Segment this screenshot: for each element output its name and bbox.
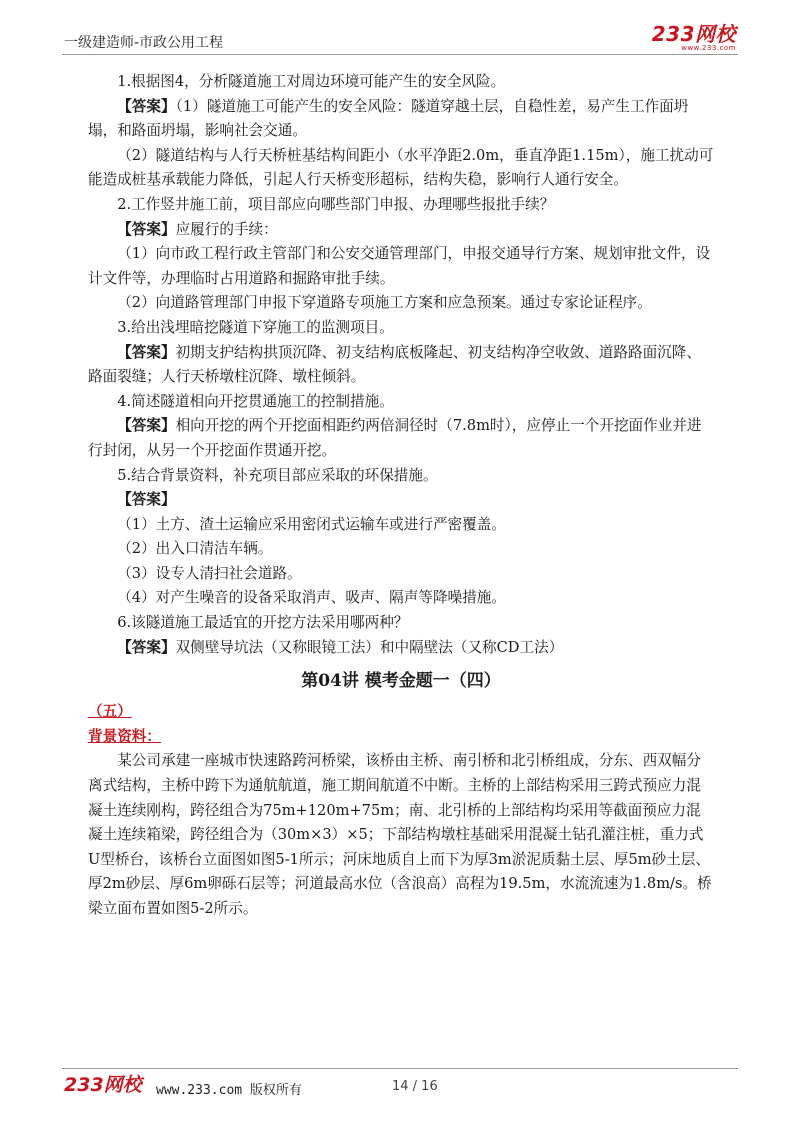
page-header — [62, 22, 738, 54]
background-label: 背景资料： — [88, 727, 161, 745]
case-number: （五） — [88, 703, 132, 721]
answer-1-part-2: （2）隧道结构与人行天桥桩基结构间距小（水平净距2.0m，垂直净距1.15m），施工扰动可能造成桩基承载能力降低，引起人行天桥变形超标，结构失稳，影响行人通行安全。 — [88, 146, 714, 189]
answer-2-part-2: （2）向道路管理部门申报下穿道路专项施工方案和应急预案。通过专家论证程序。 — [117, 294, 652, 312]
answer-1-part-1: 【答案】（1）隧道施工可能产生的安全风险：隧道穿越土层，自稳性差，易产生工作面坍塌，和路面坍塌，影响社会交通。 — [88, 97, 689, 140]
brand-logo[interactable] — [652, 24, 736, 52]
answer-5-part-4: （4）对产生噪音的设备采取消声、吸声、隔声等降噪措施。 — [117, 589, 506, 607]
footer-logo[interactable]: 233网校 — [64, 1074, 142, 1096]
answer-2-part-1: （1）向市政工程行政主管部门和公安交通管理部门，申报交通导行方案、规划审批文件，设计文件等，办理临时占用道路和掘路审批手续。 — [88, 245, 711, 287]
answer-5-part-1: （1）土方、渣土运输应采用密闭式运输车或进行严密覆盖。 — [117, 515, 506, 533]
question-2: 2.工作竖井施工前，项目部应向哪些部门申报、办理哪些报批手续？ — [117, 195, 555, 213]
footer-copyright: www.233.com 版权所有 — [156, 1083, 302, 1098]
logo-url: www.233.com — [681, 44, 736, 52]
logo-text: 233网校 — [651, 22, 736, 46]
question-3: 3.给出浅埋暗挖隧道下穿施工的监测项目。 — [117, 318, 394, 336]
answer-5-part-3: （3）设专人清扫社会道路。 — [117, 564, 302, 582]
header-title: 一级建造师-市政公用工程 — [64, 35, 224, 51]
case-section — [88, 700, 714, 921]
document-body — [88, 70, 714, 922]
answer-6: 【答案】双侧壁导坑法（又称眼镜工法）和中隔壁法（又称CD工法） — [117, 638, 564, 656]
footer-divider — [62, 1068, 738, 1069]
header-divider — [62, 54, 738, 55]
qa-section — [88, 70, 714, 660]
page-number: 14 / 16 — [392, 1079, 438, 1094]
answer-5-part-2: （2）出入口清洁车辆。 — [117, 540, 273, 558]
question-4: 4.简述隧道相向开挖贯通施工的控制措施。 — [117, 392, 394, 410]
question-1: 1.根据图4，分析隧道施工对周边环境可能产生的安全风险。 — [117, 73, 506, 90]
lecture-title: 第04讲 模考金题一（四） — [301, 671, 501, 692]
answer-5-label: 【答案】 — [117, 491, 176, 509]
question-5: 5.结合背景资料，补充项目部应采取的环保措施。 — [117, 466, 438, 484]
answer-4: 【答案】相向开挖的两个开挖面相距约两倍洞径时（7.8m时），应停止一个开挖面作业并进行封闭，从另一个开挖面作贯通开挖。 — [88, 417, 702, 459]
question-6: 6.该隧道施工最适宜的开挖方法采用哪两种？ — [117, 614, 409, 632]
answer-2-intro: 【答案】应履行的手续： — [117, 220, 278, 238]
page-footer — [62, 1074, 738, 1098]
answer-3: 【答案】初期支护结构拱顶沉降、初支结构底板隆起、初支结构净空收敛、道路路面沉降、路面裂缝；人行天桥墩柱沉降、墩柱倾斜。 — [88, 343, 701, 386]
background-text: 某公司承建一座城市快速路跨河桥梁，该桥由主桥、南引桥和北引桥组成，分东、西双幅分离式结构，主桥中跨下为通航航道，施工期间航道不中断。主桥的上部结构采用三跨式预应力混凝土连续刚构，跨径组合为75m+120m+75m；南、北引桥的上部结构均采用等截面预应力混凝土连续箱梁，跨径组合为（30m×3）×5；下部结构墩柱基础采用混凝土钻孔灌注桩，重力式U型桥台，该桥台立面图如图5-1所示；河床地质自上而下为厚3m淤泥质黏土层、厚5m砂土层、厚2m砂层、厚6m卵砾石层等；河道最高水位（含浪高）高程为19.5m，水流流速为1.8m/s。桥梁立面布置如图5-2所示。 — [88, 752, 712, 917]
